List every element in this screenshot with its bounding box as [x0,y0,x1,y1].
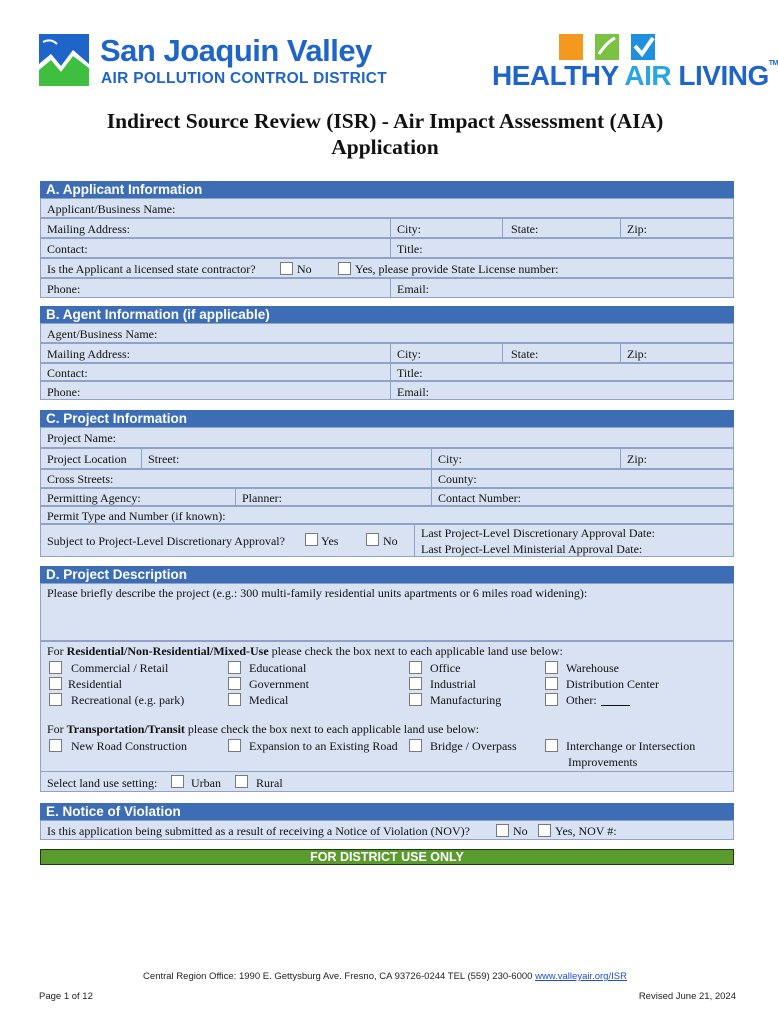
nov-no-checkbox[interactable] [496,824,509,837]
permitting-agency-label: Permitting Agency: [47,491,141,505]
nov-no-label: No [513,824,528,838]
footer-revised-date: Revised June 21, 2024 [638,991,736,1002]
last-ministerial-date-label: Last Project-Level Ministerial Approval Date: [421,542,643,556]
logo-trademark: TM [768,60,778,67]
new-road-checkbox[interactable] [49,739,62,752]
agent-phone-label: Phone: [47,385,81,399]
logo-word-living: LIVING [678,60,769,91]
agent-email-label: Email: [397,385,429,399]
contact-number-label: Contact Number: [438,491,521,505]
office-label: Office [430,661,461,675]
discretionary-row [40,524,734,557]
transportation-instruction-suffix: please check the box next to each applicable land use below: [184,722,480,736]
transportation-instruction-bold: Transportation/Transit [66,722,185,736]
contractor-yes-checkbox[interactable] [338,262,351,275]
title-label: Title: [397,242,423,256]
contractor-no-label: No [297,262,312,276]
state-label: State: [511,222,539,236]
land-use-setting-label: Select land use setting: [47,776,158,790]
agent-city-field[interactable] [390,344,502,362]
footer-link[interactable]: www.valleyair.org/ISR [535,971,627,982]
discretionary-no-checkbox[interactable] [366,533,379,546]
nov-row [40,820,734,840]
residential-instruction-suffix: please check the box next to each applicable land use below: [268,644,563,658]
urban-checkbox[interactable] [171,775,184,788]
other-checkbox[interactable] [545,693,558,706]
residential-instruction-bold: Residential/Non-Residential/Mixed-Use [66,644,269,658]
agent-mailing-address-label: Mailing Address: [47,347,130,361]
expansion-road-label: Expansion to an Existing Road [249,739,398,753]
logo-word-healthy: HEALTHY [492,60,625,91]
project-name-row[interactable] [40,427,734,448]
industrial-label: Industrial [430,677,476,691]
street-label: Street: [148,452,180,466]
last-discretionary-date-label: Last Project-Level Discretionary Approval Date: [421,526,655,540]
planner-field[interactable] [235,489,431,505]
project-location-label: Project Location [47,452,127,466]
urban-label: Urban [191,776,221,790]
org-name: San Joaquin Valley [100,33,372,68]
healthy-air-living-icons [559,32,659,62]
agent-phone-row[interactable] [40,381,734,400]
section-b-heading: B. Agent Information (if applicable) [40,306,734,323]
section-d-heading: D. Project Description [40,566,734,583]
new-road-label: New Road Construction [71,739,187,753]
healthy-air-living-logo [492,60,778,92]
agent-zip-label: Zip: [627,347,647,361]
project-city-field[interactable] [431,449,620,468]
contractor-question: Is the Applicant a licensed state contractor? [47,262,256,276]
educational-label: Educational [249,661,307,675]
agent-city-label: City: [397,347,422,361]
educational-checkbox[interactable] [228,661,241,674]
footer-page-number: Page 1 of 12 [39,991,93,1002]
section-c-heading: C. Project Information [40,410,734,427]
discretionary-no-label: No [383,534,398,548]
residential-instruction [47,644,563,659]
section-a-heading: A. Applicant Information [40,181,734,198]
logo-word-air: AIR [624,60,679,91]
land-use-area [40,641,734,792]
county-label: County: [438,472,477,486]
zip-field[interactable] [620,219,733,237]
warehouse-label: Warehouse [566,661,620,675]
rural-label: Rural [256,776,283,790]
agent-title-label: Title: [397,366,423,380]
agent-email-field[interactable] [390,382,733,399]
nov-yes-checkbox[interactable] [538,824,551,837]
government-label: Government [249,677,309,691]
project-description-field[interactable] [40,583,734,641]
planner-label: Planner: [242,491,282,505]
agent-address-row[interactable] [40,343,734,363]
discretionary-yes-checkbox[interactable] [305,533,318,546]
residential-label: Residential [68,677,122,691]
footer-office-text: Central Region Office: 1990 E. Gettysburg Ave. Fresno, CA 93726-0244 TEL (559) 230-6000 [143,971,536,982]
email-field[interactable] [390,279,733,297]
manufacturing-checkbox[interactable] [409,693,422,706]
permit-type-row[interactable] [40,506,734,524]
permit-type-label: Permit Type and Number (if known): [47,509,226,523]
agent-name-label: Agent/Business Name: [47,327,158,341]
contractor-row [40,258,734,278]
contact-number-field[interactable] [431,489,733,505]
project-location-row [40,448,734,469]
contractor-yes-label: Yes, please provide State License number: [355,262,559,276]
state-field[interactable] [502,219,620,237]
phone-label: Phone: [47,282,81,296]
recreational-checkbox[interactable] [49,693,62,706]
medical-label: Medical [249,693,289,707]
mailing-address-label: Mailing Address: [47,222,130,236]
cross-streets-label: Cross Streets: [47,472,114,486]
distribution-center-checkbox[interactable] [545,677,558,690]
district-use-banner: FOR DISTRICT USE ONLY [40,849,734,865]
city-field[interactable] [390,219,502,237]
industrial-checkbox[interactable] [409,677,422,690]
bridge-overpass-label: Bridge / Overpass [430,739,517,753]
transportation-instruction-prefix: For [47,722,67,736]
project-zip-field[interactable] [620,449,733,468]
discretionary-yes-label: Yes [321,534,339,548]
cross-streets-row[interactable] [40,469,734,488]
street-field[interactable] [141,449,431,468]
page-title-line1: Indirect Source Review (ISR) - Air Impact Assessment (AIA) [106,109,664,133]
transportation-instruction [47,722,479,737]
contact-label: Contact: [47,242,88,256]
agent-contact-label: Contact: [47,366,88,380]
agent-name-row[interactable] [40,323,734,343]
agent-zip-field[interactable] [620,344,733,362]
contractor-no-checkbox[interactable] [280,262,293,275]
applicant-name-row[interactable] [40,198,734,218]
project-city-label: City: [438,452,463,466]
county-field[interactable] [431,470,733,487]
bridge-overpass-checkbox[interactable] [409,739,422,752]
applicant-phone-row[interactable] [40,278,734,298]
manufacturing-label: Manufacturing [430,693,502,707]
project-name-label: Project Name: [47,431,116,445]
permitting-row[interactable] [40,488,734,506]
title-field[interactable] [390,239,733,257]
city-label: City: [397,222,422,236]
commercial-label: Commercial / Retail [71,661,169,675]
footer-office [0,971,770,982]
recreational-label: Recreational (e.g. park) [71,693,185,707]
interchange-label: Interchange or Intersection [566,739,696,753]
agent-state-field[interactable] [502,344,620,362]
land-use-divider [41,771,733,772]
expansion-road-checkbox[interactable] [228,739,241,752]
approval-dates-field[interactable] [414,525,733,556]
applicant-contact-row[interactable] [40,238,734,258]
section-e-heading: E. Notice of Violation [40,803,734,820]
interchange-label-line2: Improvements [568,755,638,769]
medical-checkbox[interactable] [228,693,241,706]
org-subtitle: AIR POLLUTION CONTROL DISTRICT [101,70,387,87]
government-checkbox[interactable] [228,677,241,690]
project-description-prompt: Please briefly describe the project (e.g.: 300 multi-family residential units apartments or 6 miles road widening): [47,586,588,600]
interchange-checkbox[interactable] [545,739,558,752]
residential-checkbox[interactable] [49,677,62,690]
agent-contact-row[interactable] [40,363,734,381]
warehouse-checkbox[interactable] [545,661,558,674]
distribution-center-label: Distribution Center [566,677,659,691]
agent-state-label: State: [511,347,539,361]
other-label: Other: [566,693,597,707]
discretionary-question: Subject to Project-Level Discretionary Approval? [47,534,285,548]
page-title-line2: Application [331,135,439,159]
project-zip-label: Zip: [627,452,647,466]
zip-label: Zip: [627,222,647,236]
office-checkbox[interactable] [409,661,422,674]
residential-instruction-prefix: For [47,644,67,658]
email-label: Email: [397,282,429,296]
other-input-line[interactable] [601,705,630,706]
sjv-logo-icon [39,34,89,86]
applicant-address-row[interactable] [40,218,734,238]
rural-checkbox[interactable] [235,775,248,788]
agent-title-field[interactable] [390,364,733,380]
nov-yes-label: Yes, NOV #: [555,824,617,838]
applicant-name-label: Applicant/Business Name: [47,202,176,216]
nov-question: Is this application being submitted as a result of receiving a Notice of Violation (NOV)? [47,824,470,838]
commercial-checkbox[interactable] [49,661,62,674]
